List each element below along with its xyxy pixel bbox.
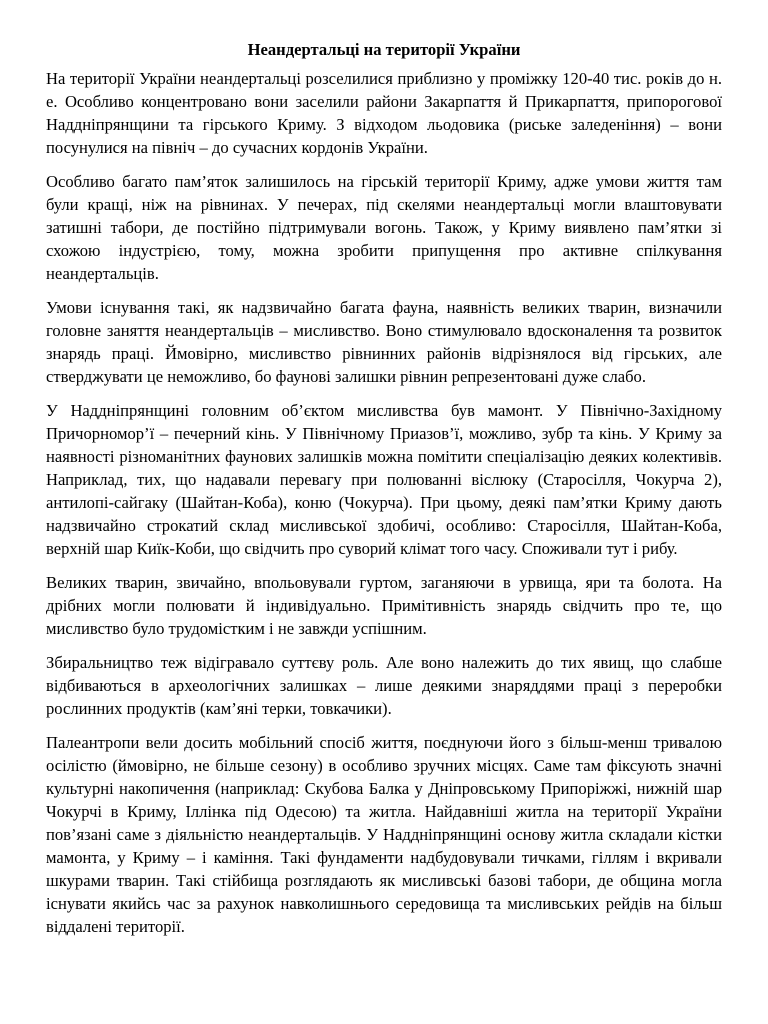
- document-page: [46, 38, 722, 949]
- paragraph-crimea-sites: Особливо багато пам’яток залишилось на гірській території Криму, адже умови життя там були кращі, ніж на рівнинах. У печерах, під скелями неандертальці могли влаштовувати затишні табори, де постійно підтримували вогонь. Також, у Криму виявлено пам’ятки зі схожою індустрією, тому, можна зробити припущення про активне спілкування неандертальців.: [46, 172, 722, 283]
- paragraph-gathering: Збиральництво теж відігравало суттєву роль. Але воно належить до тих явищ, що слабше відбиваються в археологічних залишках – лише деякими знаряддями праці з переробки рослинних продуктів (кам’яні терки, товкачики).: [46, 653, 722, 718]
- document-title: Неандертальці на території України: [247, 40, 521, 59]
- paragraph-hunting-methods: Великих тварин, звичайно, впольовували гуртом, заганяючи в урвища, яри та болота. На дрібних могли полювати й індивідуально. Примітивність знарядь свідчить про те, що мисливство було трудомістким і не завжди успішним.: [46, 573, 722, 638]
- paragraph-settlement: На території України неандертальці розселилися приблизно у проміжку 120-40 тис. років до н. е. Особливо концентровано вони заселили райони Закарпаття й Прикарпаття, припорогової Наддніпрянщини та гірського Криму. З відходом льодовика (риське заледеніння) – вони посунулися на північ – до сучасних кордонів України.: [46, 69, 722, 157]
- paragraph-hunting-objects: У Наддніпрянщині головним об’єктом мисливства був мамонт. У Північно-Західному Причорномор’ї – печерний кінь. У Північному Приазов’ї, можливо, зубр та кінь. У Криму за наявності різноманітних фаунових залишків можна помітити спеціалізацію деяких колективів. Наприклад, тих, що надавали перевагу при полюванні віслюку (Старосілля, Чокурча 2), антилопі-сайгаку (Шайтан-Коба), коню (Чокурча). При цьому, деякі пам’ятки Криму дають надзвичайно строкатий склад мисливської здобичі, особливо: Старосілля, Шайтан-Коба, верхній шар Киїк-Коби, що свідчить про суворий клімат того часу. Споживали тут і рибу.: [46, 401, 722, 558]
- paragraph-dwellings: Палеантропи вели досить мобільний спосіб життя, поєднуючи його з більш-менш тривалою осілістю (ймовірно, не більше сезону) в особливо зручних місцях. Саме там фіксують значні культурні накопичення (наприклад: Скубова Балка у Дніпровському Припоріжжі, нижній шар Чокурчі в Криму, Іллінка під Одесою) та житла. Найдавніші житла на території України пов’язані саме з діяльністю неандертальців. У Наддніпрянщині основу житла складали кістки мамонта, у Криму – і каміння. Такі фундаменти надбудовували тичками, гіллям і вкривали шкурами тварин. Такі стійбища розглядають як мисливські базові табори, де община могла існувати якийсь час за рахунок навколишнього середовища та мисливських рейдів на більш віддалені території.: [46, 733, 722, 936]
- paragraph-hunting: Умови існування такі, як надзвичайно багата фауна, наявність великих тварин, визначили головне заняття неандертальців – мисливство. Воно стимулювало вдосконалення та розвиток знарядь праці. Ймовірно, мисливство рівнинних районів відрізнялося від гірських, але стверджувати це неможливо, бо фаунові залишки рівнин репрезентовані дуже слабо.: [46, 298, 722, 386]
